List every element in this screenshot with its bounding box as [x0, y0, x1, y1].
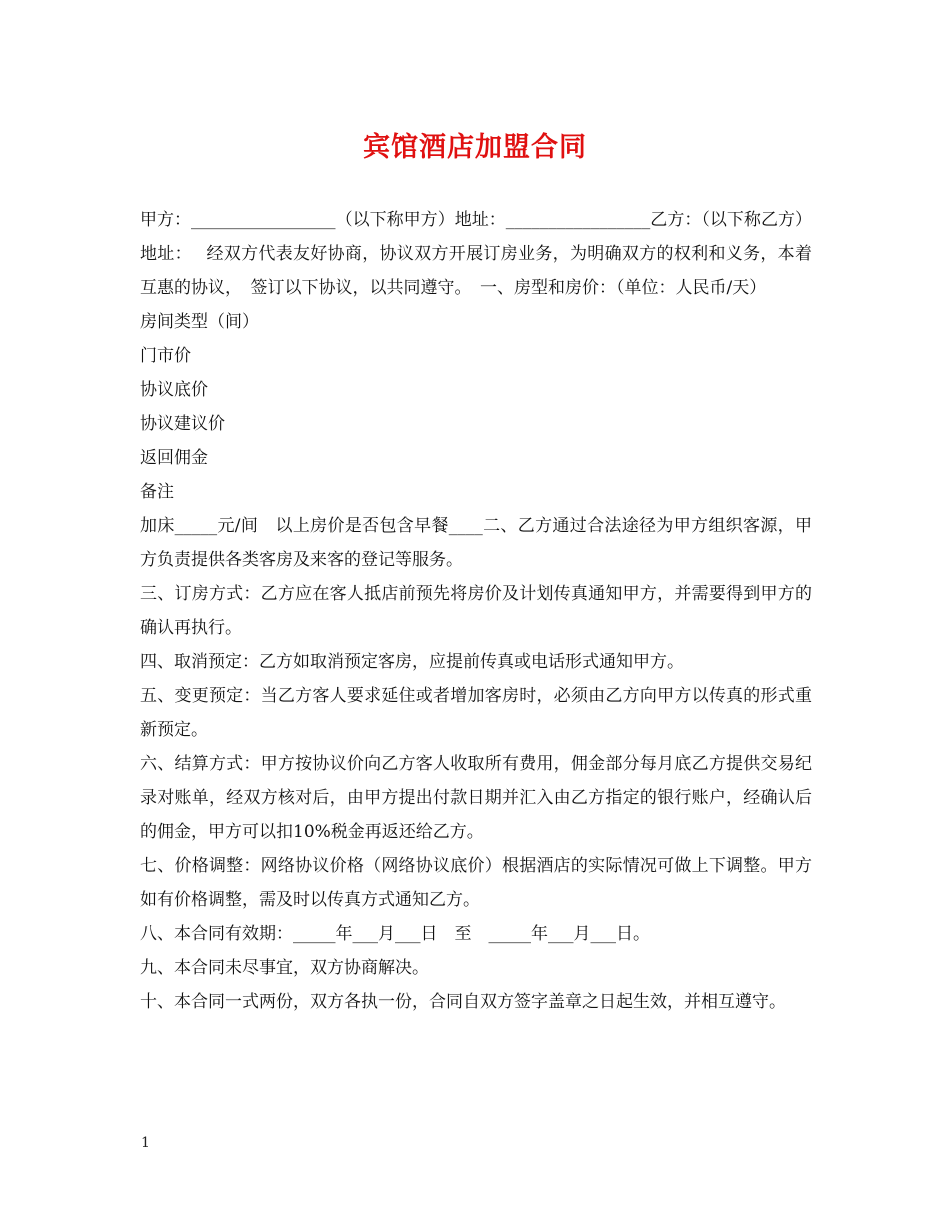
paragraph-extra-bed: 加床_____元/间 以上房价是否包含早餐____二、乙方通过合法途径为甲方组织客源，甲方负责提供各类客房及来客的登记等服务。: [140, 516, 812, 570]
paragraph-parties: 甲方：_________________（以下称甲方）地址：_________________乙方：（以下称乙方）地址： 经双方代表友好协商，协议双方开展订房业务，为明确双方的权利和义务，本着互惠的协议， 签订以下协议，以共同遵守。 一、房型和房价：（单位：人民币/天）: [140, 210, 812, 298]
paragraph-remarks: 备注: [140, 482, 174, 502]
paragraph-room-type: 房间类型（间）: [140, 312, 259, 332]
page-number: 1: [141, 1135, 150, 1151]
paragraph-commission: 返回佣金: [140, 448, 208, 468]
paragraph-unresolved-matters: 九、本合同未尽事宜，双方协商解决。: [140, 958, 429, 978]
paragraph-agreed-base-price: 协议底价: [140, 380, 208, 400]
paragraph-cancellation: 四、取消预定：乙方如取消预定客房，应提前传真或电话形式通知甲方。: [140, 652, 684, 672]
paragraph-validity: 八、本合同有效期：_____年___月___日 至 _____年___月___日。: [140, 924, 650, 944]
paragraph-price-adjustment: 七、价格调整：网络协议价格（网络协议底价）根据酒店的实际情况可做上下调整。甲方如有价格调整，需及时以传真方式通知乙方。: [140, 856, 812, 910]
paragraph-settlement: 六、结算方式：甲方按协议价向乙方客人收取所有费用，佣金部分每月底乙方提供交易纪录对账单，经双方核对后，由甲方提出付款日期并汇入由乙方指定的银行账户，经确认后的佣金，甲方可以扣10%税金再返还给乙方。: [140, 754, 812, 842]
paragraph-booking-method: 三、订房方式：乙方应在客人抵店前预先将房价及计划传真通知甲方，并需要得到甲方的确认再执行。: [140, 584, 812, 638]
contract-body: [140, 203, 812, 1019]
paragraph-copies: 十、本合同一式两份，双方各执一份，合同自双方签字盖章之日起生效，并相互遵守。: [140, 992, 786, 1012]
document-title: 宾馆酒店加盟合同: [363, 132, 587, 163]
paragraph-rack-rate: 门市价: [140, 346, 191, 366]
paragraph-change-booking: 五、变更预定：当乙方客人要求延住或者增加客房时，必须由乙方向甲方以传真的形式重新预定。: [140, 686, 812, 740]
paragraph-suggested-price: 协议建议价: [140, 414, 225, 434]
